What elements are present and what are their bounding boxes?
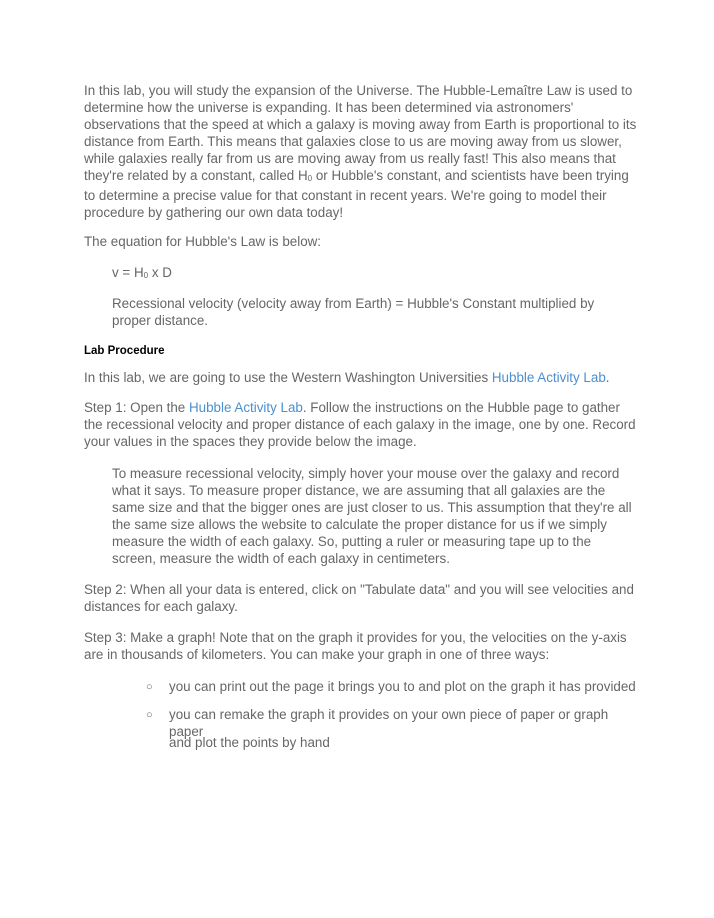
list-item: you can remake the graph it provides on your own piece of paper or graph paper	[169, 707, 609, 740]
equation-intro: The equation for Hubble's Law is below:	[84, 234, 322, 249]
lab-procedure-heading: Lab Procedure	[84, 345, 165, 357]
step-3: Step 3: Make a graph! Note that on the graph it provides for you, the velocities on the y-axis are in thousands of kilometers. You can make your graph in one of three ways:	[84, 630, 627, 663]
procedure-intro	[84, 369, 640, 386]
hubble-activity-lab-link[interactable]: Hubble Activity Lab	[491, 370, 606, 385]
list-item: you can print out the page it brings you to and plot on the graph it has provided	[169, 679, 636, 694]
bullet-marker: ○	[146, 709, 153, 721]
equation-left: v = H	[112, 265, 144, 280]
equation-right: x D	[148, 265, 172, 280]
list-item-continuation: and plot the points by hand	[169, 735, 330, 750]
step-1-text: Step 1: Open the	[84, 400, 189, 415]
hubble-activity-lab-link-step1[interactable]: Hubble Activity Lab	[188, 400, 303, 415]
h0-subscript: 0	[307, 174, 313, 184]
step-2: Step 2: When all your data is entered, click on "Tabulate data" and you will see velocities and distances for each galaxy.	[84, 582, 634, 615]
step-1	[84, 399, 640, 450]
bullet-marker: ○	[146, 681, 153, 693]
step-1-text-continued: . Follow the instructions on the Hubble page to gather the recessional velocity and proper distance of each galaxy in the image, one by one. Record your values in the spaces they provide below the image.	[84, 400, 636, 450]
equation-subscript: 0	[143, 271, 149, 280]
equation	[112, 264, 636, 283]
procedure-intro-end: .	[605, 370, 610, 385]
intro-paragraph	[84, 82, 640, 221]
equation-explanation: Recessional velocity (velocity away from Earth) = Hubble's Constant multiplied by proper distance.	[112, 296, 595, 329]
intro-text-continued: or Hubble's constant, and scientists have been trying to determine a precise value for that constant in recent years. We're going to model their procedure by gathering our own data today!	[84, 168, 629, 220]
procedure-intro-text: In this lab, we are going to use the Western Washington Universities	[84, 370, 492, 385]
step-1-detail: To measure recessional velocity, simply hover your mouse over the galaxy and record what it says. To measure proper distance, we are assuming that all galaxies are the same size and that the bigger ones are just closer to us. This assumption that they're all the same size allows the website to calculate the proper distance for us if we simply measure the width of each galaxy. So, putting a ruler or measuring tape up to the screen, measure the width of each galaxy in centimeters.	[112, 466, 632, 567]
intro-text: In this lab, you will study the expansion of the Universe. The Hubble-Lemaître Law is used to determine how the universe is expanding. It has been determined via astronomers' observations that the speed at which a galaxy is moving away from Earth is proportional to its distance from Earth. This means that galaxies close to us are moving away from us slower, while galaxies really far from us are moving away from us really fast! This also means that they're related by a constant, called H	[84, 83, 637, 184]
